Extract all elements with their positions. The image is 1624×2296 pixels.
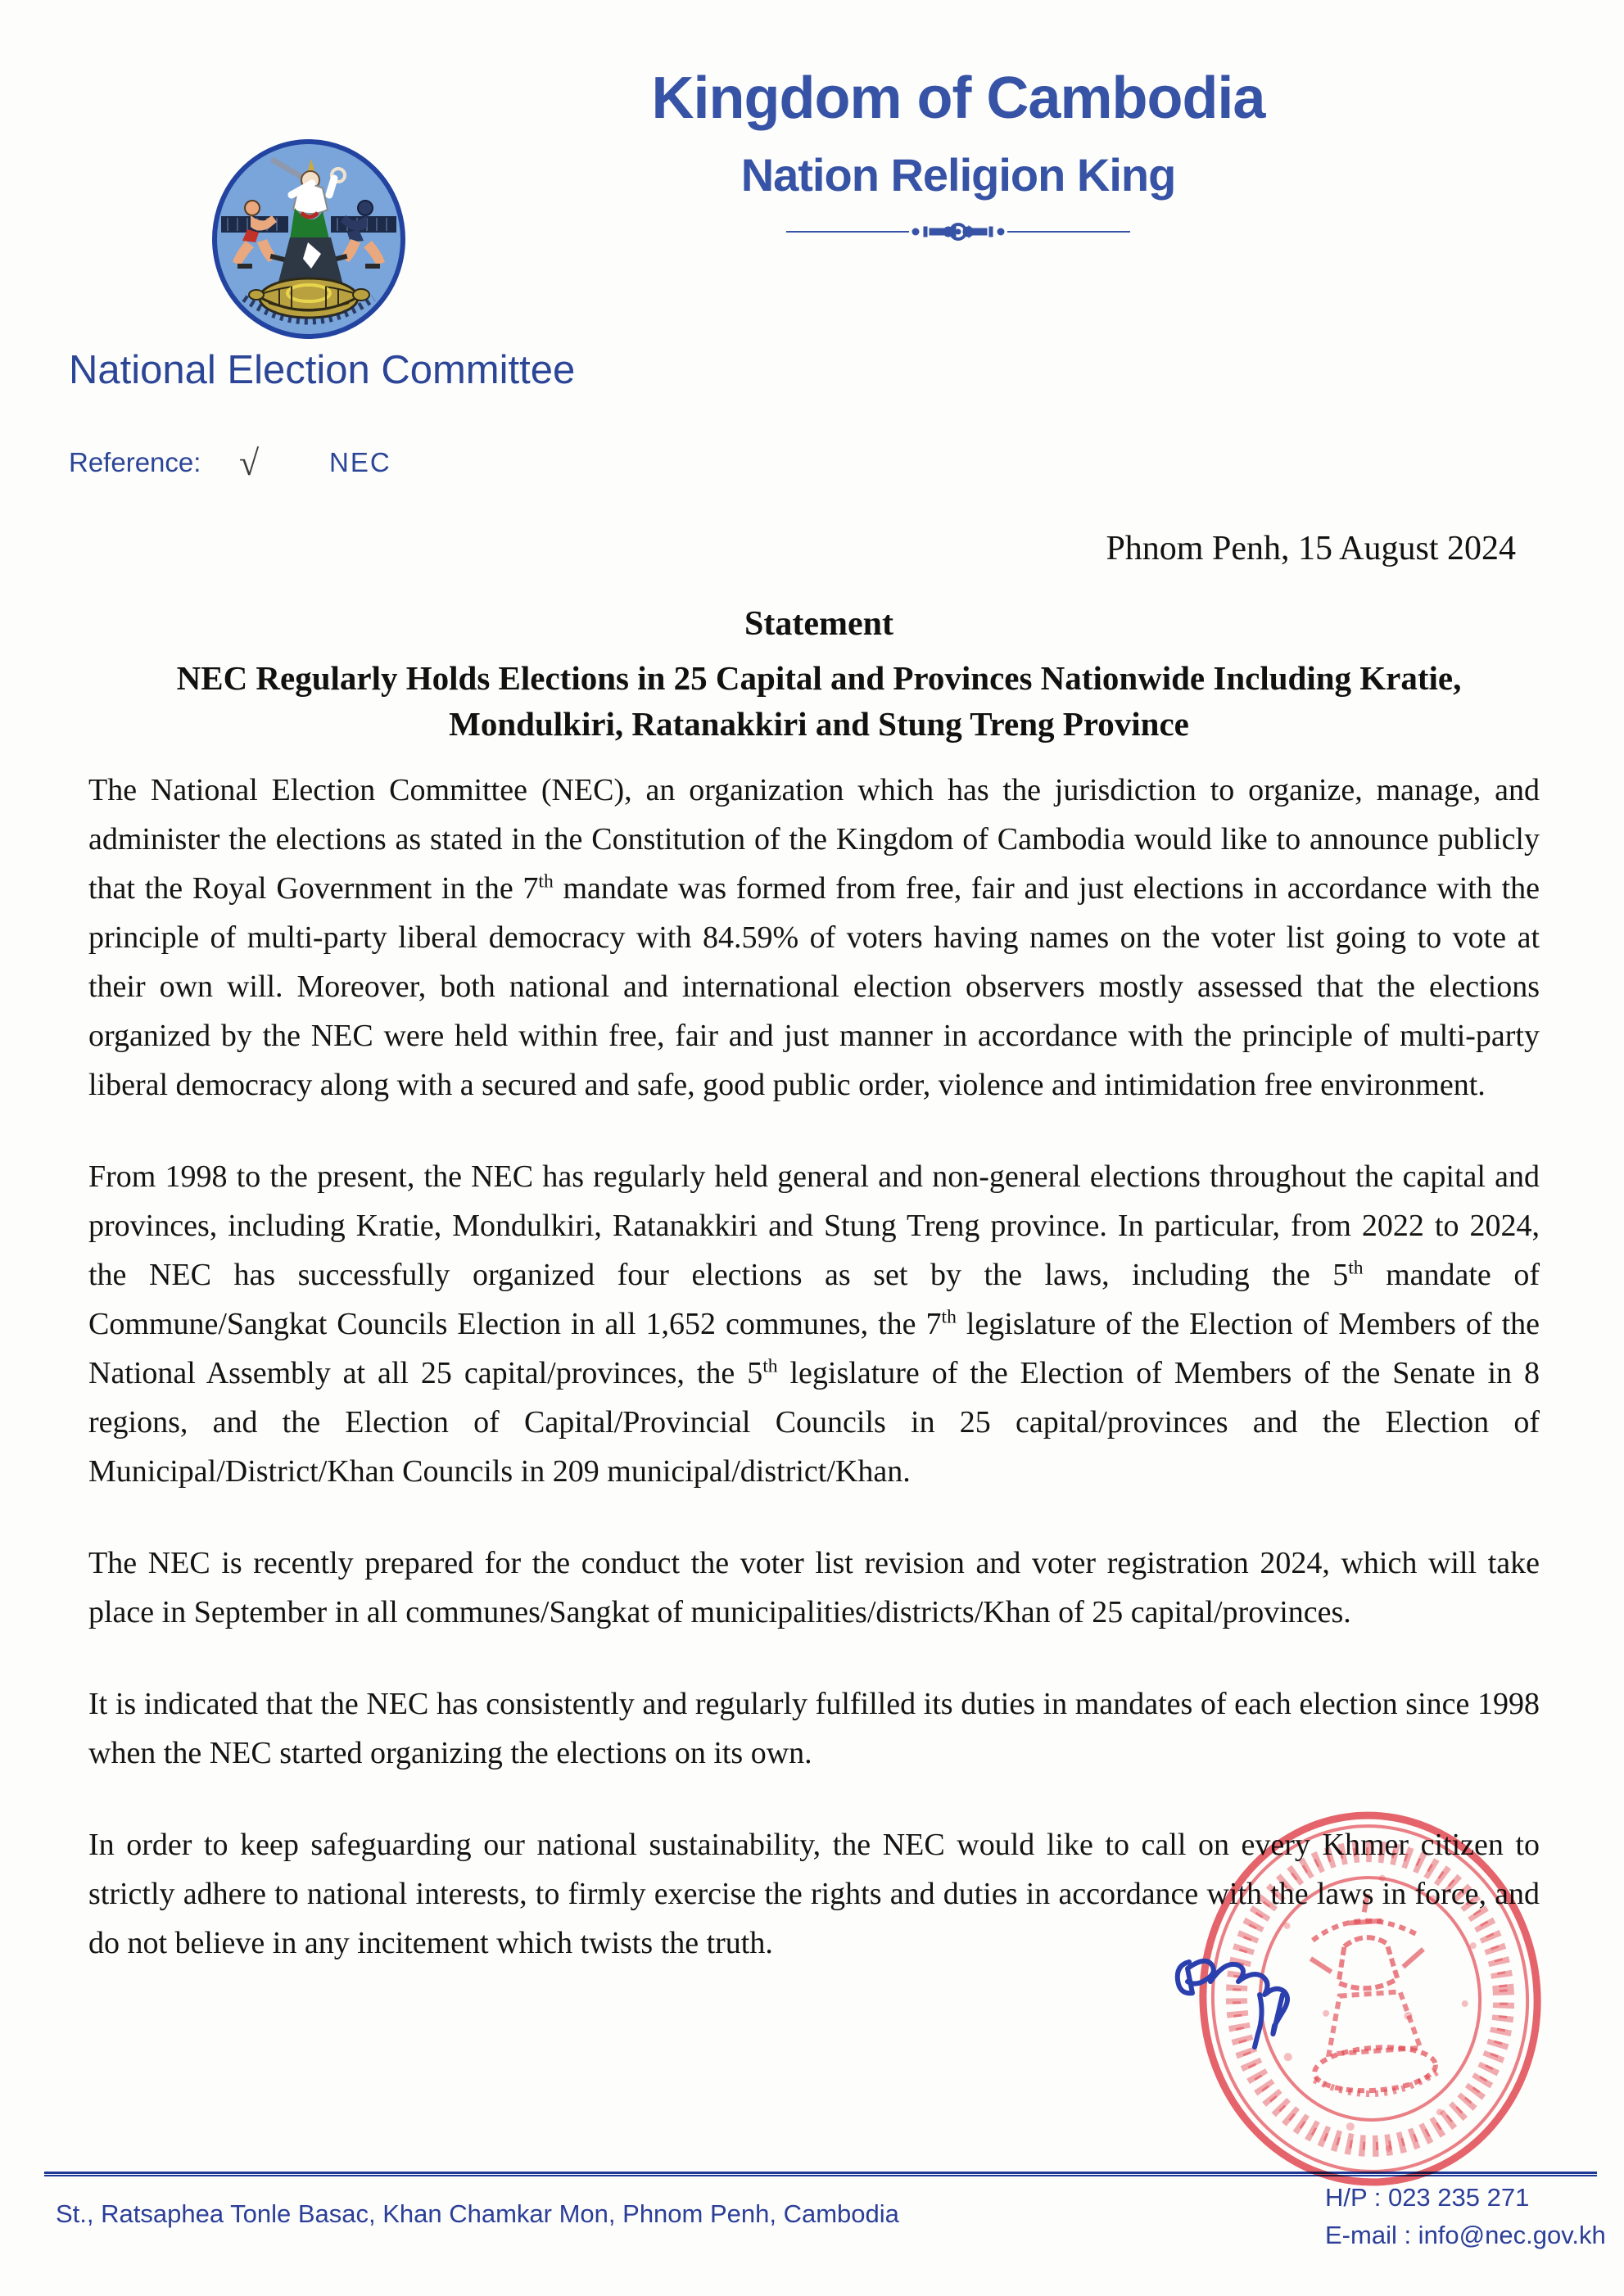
footer-phone: H/P : 023 235 271 (1325, 2183, 1530, 2212)
footer-address: St., Ratsaphea Tonle Basac, Khan Chamkar Mon, Phnom Penh, Cambodia (56, 2199, 899, 2228)
statement-title: Statement (744, 605, 893, 643)
body-paragraph: The National Election Committee (NEC), an organization which has the jurisdiction to organize, manage, and administer the elections as stated in the Constitution of the Kingdom of Cambodia would like to announce publicly that the Royal Government in the 7th mandate was formed from free, fair and just elections in accordance with the principle of multi-party liberal democracy with 84.59% of voters having names on the voter list going to vote at their own will. Moreover, both national and international election observers mostly assessed that the elections organized by the NEC were held within free, fair and just manner in accordance with the principle of multi-party liberal democracy along with a secured and safe, good public order, violence and intimidation free environment. (88, 773, 1540, 1102)
ornament-divider-icon (573, 221, 1343, 246)
statement-subtitle-line2: Mondulkiri, Ratanakkiri and Stung Treng Province (449, 705, 1189, 743)
reference-value: NEC (329, 447, 391, 477)
footer-email: E-mail : info@nec.gov.kh (1325, 2221, 1606, 2249)
statement-subtitle (98, 655, 1540, 747)
header-block (573, 67, 1343, 246)
reference-row (69, 443, 724, 496)
statement-subtitle-line1: NEC Regularly Holds Elections in 25 Capital and Provinces Nationwide Including Kratie, (176, 659, 1462, 697)
body-paragraph: In order to keep safeguarding our national sustainability, the NEC would like to call on every Khmer citizen to strictly adhere to national interests, to firmly exercise the rights and duties in accordance with the laws in force, and do not believe in any incitement which twists the truth. (88, 1828, 1540, 1960)
reference-checkmark: √ (239, 443, 260, 483)
national-motto: Nation Religion King (740, 149, 1176, 201)
reference-label: Reference: (69, 447, 201, 477)
kingdom-title: Kingdom of Cambodia (651, 66, 1265, 131)
body-paragraph: From 1998 to the present, the NEC has regularly held general and non-general elections throughout the capital and provinces, including Kratie, Mondulkiri, Ratanakkiri and Stung Treng province. In particular, from 2022 to 2024, the NEC has successfully organized four elections as set by the laws, including the 5th mandate of Commune/Sangkat Councils Election in all 1,652 communes, the 7th legislature of the Election of Members of the National Assembly at all 25 capital/provinces, the 5th legislature of the Election of Members of the Senate in 8 regions, and the Election of Capital/Provincial Councils in 25 capital/provinces and the Election of Municipal/District/Khan Councils in 209 municipal/district/Khan. (88, 1159, 1540, 1489)
body-paragraph: The NEC is recently prepared for the conduct the voter list revision and voter registration 2024, which will take place in September in all communes/Sangkat of municipalities/districts/Khan of 25 capital/provinces. (88, 1546, 1540, 1629)
signature-initials-icon (1168, 1947, 1307, 2054)
body-paragraph: It is indicated that the NEC has consistently and regularly fulfilled its duties in mandates of each election since 1998 when the NEC started organizing the elections on its own. (88, 1687, 1540, 1770)
dateline: Phnom Penh, 15 August 2024 (1106, 530, 1516, 567)
nec-emblem-icon (210, 138, 408, 341)
org-name: National Election Committee (69, 348, 576, 392)
